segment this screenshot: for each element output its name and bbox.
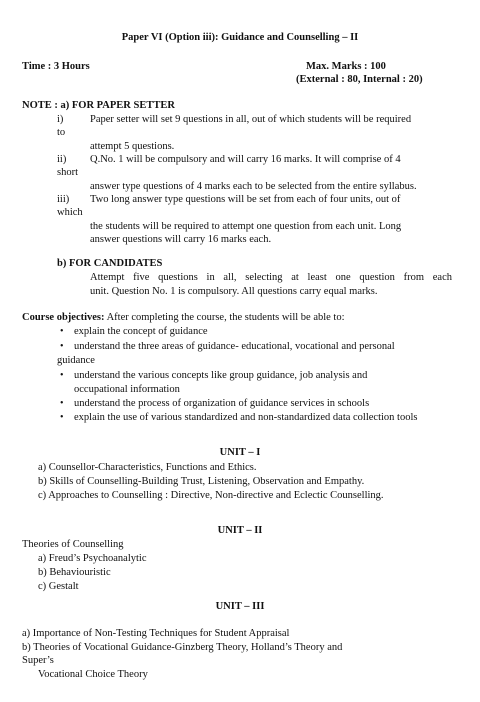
unit-1-item: c) Approaches to Counselling : Directive, Non-directive and Eclectic Counselling. <box>38 490 384 501</box>
bullet-icon: • <box>60 398 64 409</box>
unit-1-item: b) Skills of Counselling-Building Trust, Listening, Observation and Empathy. <box>38 476 365 487</box>
note-item-number: i) <box>57 114 64 125</box>
note-item-wrap: which <box>57 207 83 218</box>
bullet-icon: • <box>60 326 64 337</box>
candidates-text: Attempt five questions in all, selecting at least one question from each <box>90 272 452 283</box>
note-item-text: Paper setter will set 9 questions in all, out of which students will be required <box>90 114 412 125</box>
note-item-wrap: to <box>57 127 66 138</box>
unit-3-item-wrap: Super’s <box>22 655 54 666</box>
bullet-icon: • <box>60 412 64 423</box>
objectives-label: Course objectives: <box>22 312 105 323</box>
max-marks: Max. Marks : 100 <box>306 61 386 72</box>
objectives-intro <box>22 311 345 324</box>
note-item-number: ii) <box>57 154 67 165</box>
unit-2-heading: UNIT – II <box>217 525 263 536</box>
objective-item: understand the various concepts like group guidance, job analysis and <box>74 370 368 381</box>
unit-3-item-wrap: Vocational Choice Theory <box>38 669 148 680</box>
objective-item: understand the process of organization of guidance services in schools <box>74 398 370 409</box>
unit-3-item: a) Importance of Non-Testing Techniques for Student Appraisal <box>22 628 290 639</box>
bullet-icon: • <box>60 370 64 381</box>
note-item-text: Q.No. 1 will be compulsory and will carry 16 marks. It will comprise of 4 <box>90 154 401 165</box>
unit-1-heading: UNIT – I <box>219 447 261 458</box>
marks-split: (External : 80, Internal : 20) <box>296 74 423 85</box>
note-item-text: attempt 5 questions. <box>90 141 175 152</box>
unit-2-item: a) Freud’s Psychoanalytic <box>38 553 147 564</box>
unit-2-item: b) Behaviouristic <box>38 567 111 578</box>
objective-item: explain the concept of guidance <box>74 326 208 337</box>
note-item-number: iii) <box>57 194 70 205</box>
candidates-heading: b) FOR CANDIDATES <box>57 258 163 269</box>
objectives-intro-text: After completing the course, the students will be able to: <box>104 312 345 323</box>
unit-3-heading: UNIT – III <box>215 601 265 612</box>
note-item-text: answer type questions of 4 marks each to be selected from the entire syllabus. <box>90 181 417 192</box>
note-item-text: Two long answer type questions will be set from each of four units, out of <box>90 194 401 205</box>
unit-2-intro: Theories of Counselling <box>22 539 124 550</box>
paper-title: Paper VI (Option iii): Guidance and Counselling – II <box>121 32 359 43</box>
unit-1-item: a) Counsellor-Characteristics, Functions and Ethics. <box>38 462 257 473</box>
unit-2-item: c) Gestalt <box>38 581 79 592</box>
note-item-text: the students will be required to attempt one question from each unit. Long <box>90 221 402 232</box>
note-heading: NOTE : a) FOR PAPER SETTER <box>22 100 175 111</box>
exam-time: Time : 3 Hours <box>22 61 90 72</box>
candidates-text: unit. Question No. 1 is compulsory. All questions carry equal marks. <box>90 286 378 297</box>
objective-item-wrap: occupational information <box>74 384 180 395</box>
objective-item-wrap: guidance <box>57 355 95 366</box>
objective-item: understand the three areas of guidance- educational, vocational and personal <box>74 341 395 352</box>
note-item-wrap: short <box>57 167 78 178</box>
bullet-icon: • <box>60 341 64 352</box>
note-item-text: answer questions will carry 16 marks each. <box>90 234 272 245</box>
objective-item: explain the use of various standardized and non-standardized data collection tools <box>74 412 418 423</box>
unit-3-item: b) Theories of Vocational Guidance-Ginzberg Theory, Holland’s Theory and <box>22 642 343 653</box>
